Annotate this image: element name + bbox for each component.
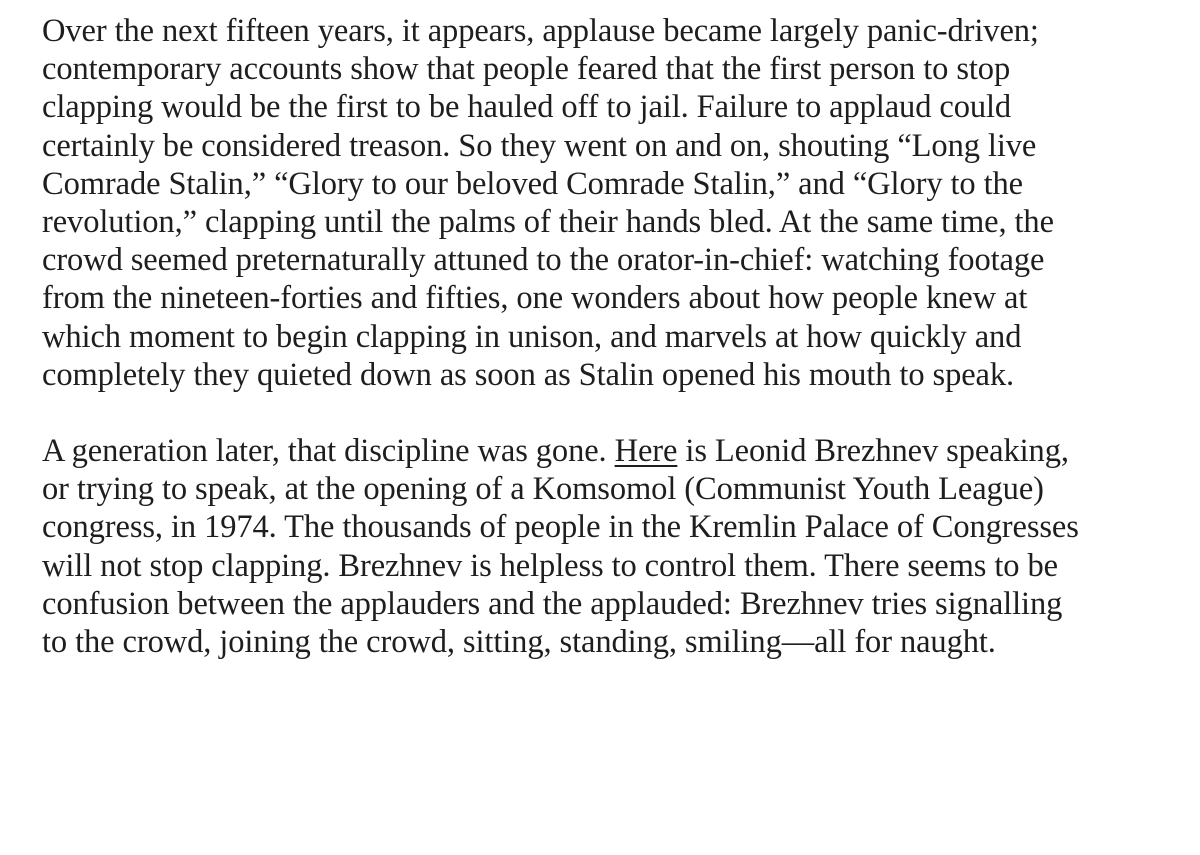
text-line: certainly be considered treason. So they went on and on, shouting “Long live bbox=[42, 127, 1037, 164]
paragraph-brezhnev bbox=[42, 432, 1182, 661]
text-before-link: A generation later, that discipline was gone. bbox=[42, 433, 615, 470]
paragraph-stalin-applause bbox=[42, 12, 1182, 394]
here-link[interactable]: Here bbox=[614, 433, 678, 470]
text-line: or trying to speak, at the opening of a Komsomol (Communist Youth League) bbox=[42, 471, 1044, 508]
text-line: completely they quieted down as soon as Stalin opened his mouth to speak. bbox=[42, 356, 1015, 393]
text-line: Over the next fifteen years, it appears, applause became largely panic-driven; bbox=[42, 13, 1039, 49]
text-line: which moment to begin clapping in unison, and marvels at how quickly and bbox=[42, 318, 1022, 355]
text-line: contemporary accounts show that people feared that the first person to stop bbox=[42, 51, 1011, 88]
text-after-link: is Leonid Brezhnev speaking, bbox=[677, 433, 1069, 470]
text-line: from the nineteen-forties and fifties, one wonders about how people knew at bbox=[42, 280, 1028, 317]
text-line: crowd seemed preternaturally attuned to the orator-in-chief: watching footage bbox=[42, 242, 1045, 279]
text-line: confusion between the applauders and the applauded: Brezhnev tries signalling bbox=[42, 585, 1063, 622]
text-line: clapping would be the first to be hauled off to jail. Failure to applaud could bbox=[42, 89, 1012, 126]
text-line: revolution,” clapping until the palms of their hands bled. At the same time, the bbox=[42, 204, 1054, 241]
text-line: congress, in 1974. The thousands of people in the Kremlin Palace of Congresses bbox=[42, 509, 1079, 546]
text-line: Comrade Stalin,” “Glory to our beloved Comrade Stalin,” and “Glory to the bbox=[42, 165, 1023, 202]
text-line-with-link bbox=[42, 432, 1182, 470]
article-body bbox=[42, 12, 1182, 661]
text-line: will not stop clapping. Brezhnev is helpless to control them. There seems to be bbox=[42, 547, 1058, 584]
text-line: to the crowd, joining the crowd, sitting, standing, smiling—all for naught. bbox=[42, 624, 996, 661]
